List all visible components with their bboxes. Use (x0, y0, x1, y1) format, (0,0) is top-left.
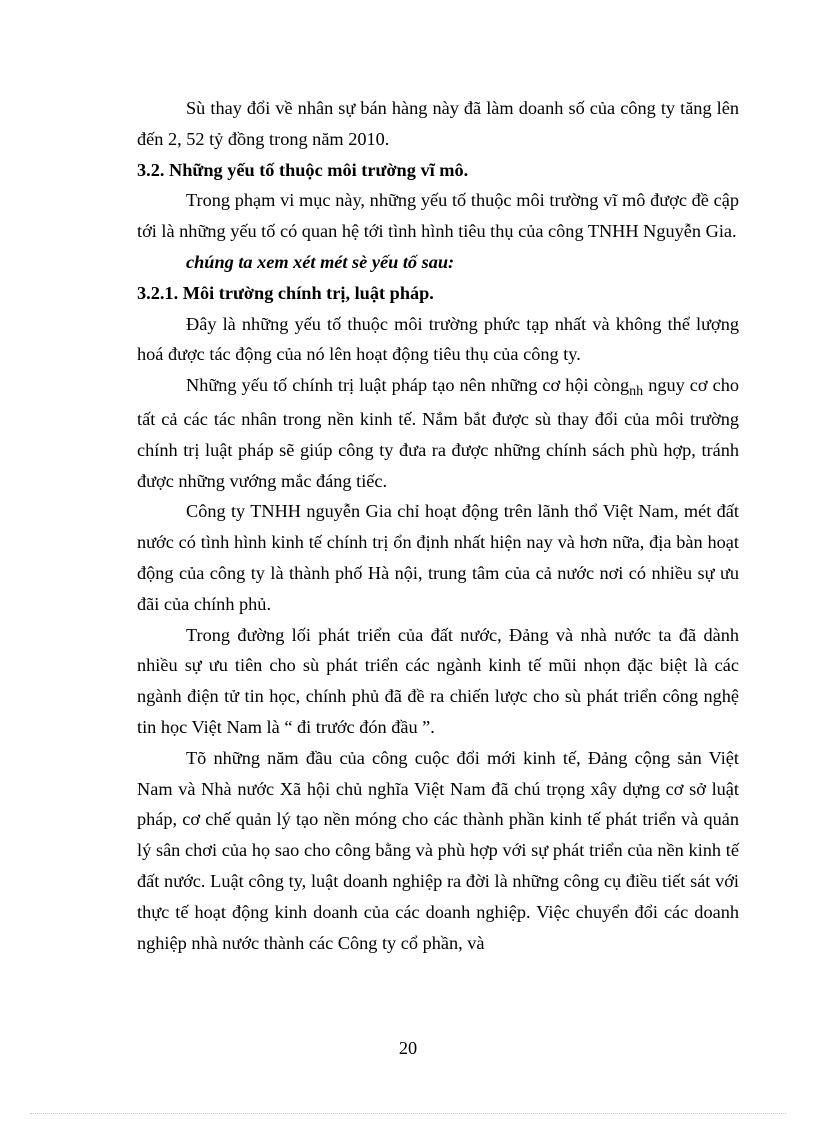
section-heading-3-2-1: 3.2.1. Môi trường chính trị, luật pháp. (137, 282, 434, 303)
paragraph-scope: Trong phạm vi mục này, những yếu tố thuộc môi trường vĩ mô được đề cập tới là những yếu tố có quan hệ tới tình hình tiêu thụ của công TNHH Nguyễn Gia. (137, 190, 739, 242)
page-number: 20 (398, 1038, 418, 1058)
political-legal-text-part2: nguy cơ cho tất cả các tác nhân trong nền kinh tế. Nắm bắt được sù thay đổi của môi trường chính trị luật pháp sẽ giúp công ty đưa ra được những chính sách phù hợp, tránh được những vướng mắc đáng tiếc. (137, 375, 739, 491)
section-heading-3-2: 3.2. Những yếu tố thuộc môi trường vĩ mô. (137, 159, 469, 180)
paragraph-development-policy: Trong đường lối phát triển của đất nước, Đảng và nhà nước ta đã dành nhiều sự ưu tiên cho sù phát triển các ngành kinh tế mũi nhọn đặc biệt là các ngành điện tử tin học, chính phủ đã đề ra chiến lược cho sù phát triển công nghệ tin học Việt Nam là “ đi trước đón đầu ”. (137, 624, 739, 737)
paragraph-company-operations: Công ty TNHH nguyễn Gia chỉ hoạt động trên lãnh thổ Việt Nam, mét đất nước có tình hình kinh tế chính trị ổn định nhất hiện nay và hơn nữa, địa bàn hoạt động của công ty là thành phố Hà nội, trung tâm của cả nước nơi có nhiều sự ưu đãi của chính phủ. (137, 501, 739, 614)
page-bottom-divider (30, 1113, 786, 1114)
paragraph-complex-factors: Đây là những yếu tố thuộc môi trường phức tạp nhất và không thể lượng hoá được tác động của nó lên hoạt động tiêu thụ của công ty. (137, 313, 739, 365)
paragraph-sales-change: Sù thay đổi về nhân sự bán hàng này đã làm doanh số của công ty tăng lên đến 2, 52 tỷ đồng trong năm 2010. (137, 98, 739, 149)
paragraph-economic-reform: Tõ những năm đầu của công cuộc đổi mới kinh tế, Đảng cộng sản Việt Nam và Nhà nước Xã hội chủ nghĩa Việt Nam đã chú trọng xây dựng cơ sở luật pháp, cơ chế quản lý tạo nền móng cho các thành phần kinh tế phát triển và quản lý sân chơi của họ sao cho công bằng và phù hợp với sự phát triển của nền kinh tế đất nước. Luật công ty, luật doanh nghiệp ra đời là những công cụ điều tiết sát với thực tế hoạt động kinh doanh của các doanh nghiệp. Việc chuyển đổi các doanh nghiệp nhà nước thành các Công ty cổ phần, và (137, 747, 739, 953)
body-text (137, 93, 739, 958)
political-legal-subscript: nh (629, 384, 644, 400)
italic-lead-in: chúng ta xem xét mét sè yếu tố sau: (186, 251, 455, 272)
paragraph-political-legal (137, 370, 739, 496)
political-legal-text-part1: Những yếu tố chính trị luật pháp tạo nên những cơ hội còng (186, 375, 630, 396)
